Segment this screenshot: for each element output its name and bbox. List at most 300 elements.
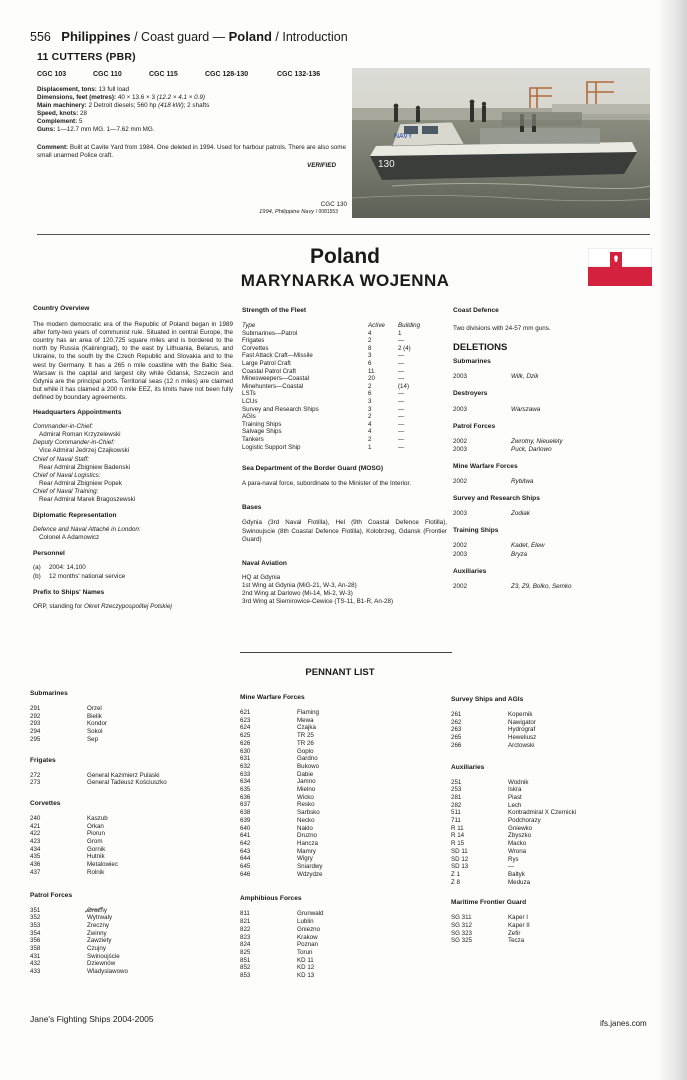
pennant-number: 511 (451, 809, 461, 817)
hq-name: Admiral Roman Krzyzelewski (39, 431, 121, 439)
strength-active: 2 (368, 382, 372, 390)
personnel-item: (b) 12 months' national service (33, 572, 126, 580)
strength-building: — (398, 420, 405, 428)
diplomatic-name: Colonel A Adamowicz (39, 534, 100, 542)
pennant-ship-name: Wicko (297, 793, 314, 801)
pennant-ship-name: KD 13 (297, 972, 315, 980)
strength-active: 2 (368, 413, 372, 421)
pennant-number: 640 (240, 824, 251, 832)
pennant-number: 624 (240, 724, 251, 732)
pennant-ship-name: Kaper I (508, 914, 528, 922)
deletion-year: 2003 (453, 373, 468, 381)
pennant-number: 434 (30, 845, 41, 853)
pennant-row (240, 771, 425, 779)
pennant-ship-name: Jamno (297, 778, 316, 786)
pennant-ship-name: Sep (87, 735, 99, 743)
spec-value: 28 (80, 110, 88, 118)
pennant-row (30, 960, 215, 968)
deletion-row (453, 438, 638, 446)
pennant-ship-name: Piast (508, 793, 522, 801)
pennant-ship-name: Kontradmiral X Czernicki (508, 809, 577, 817)
strength-type: Minesweepers—Coastal (242, 375, 310, 383)
pennant-number: 272 (30, 771, 41, 779)
pennant-row (240, 817, 425, 825)
pennant-group-heading: Submarines (30, 690, 68, 697)
strength-row (242, 390, 432, 398)
pennant-ship-name: Metalowiec (87, 861, 118, 869)
photo-caption: CGC 130 (320, 201, 347, 208)
pennant-number: 822 (240, 925, 251, 933)
pennant-row (30, 968, 215, 976)
page-edge-shadow (657, 0, 687, 1080)
pennant-row (30, 930, 215, 938)
strength-row (242, 360, 432, 368)
pennant-ship-name: Macko (508, 840, 527, 848)
pennant-group (451, 914, 641, 945)
pennant-row (30, 823, 215, 831)
pennant-row (451, 711, 641, 719)
pennant-number: 643 (240, 847, 251, 855)
pennant-group-heading: Auxiliaries (451, 763, 485, 771)
pennant-number: 240 (30, 814, 41, 822)
boat-number: 130 (378, 159, 395, 170)
strength-type: Fast Attack Craft—Missile (242, 352, 313, 360)
strength-row (242, 413, 432, 421)
deletions-group-heading: Auxiliaries (453, 567, 487, 575)
strength-row (242, 406, 432, 414)
strength-building: — (398, 405, 405, 413)
pennant-number: 623 (240, 716, 251, 724)
verified-stamp: VERIFIED (307, 162, 337, 169)
pennant-number: 821 (240, 918, 251, 926)
strength-active: 6 (368, 360, 372, 368)
deletion-ships: Kadet, Elew (511, 542, 545, 550)
hq-list (33, 423, 233, 504)
spec-label: Main machinery: (37, 102, 87, 110)
pennant-ship-name: Sniardwy (297, 863, 323, 871)
pennant-row (451, 879, 641, 887)
pennant-row (30, 779, 215, 787)
pennant-number: 433 (30, 968, 41, 976)
pennant-row (451, 786, 641, 794)
strength-row (242, 368, 432, 376)
pennant-row (30, 953, 215, 961)
strength-type: Logistic Support Ship (242, 443, 301, 451)
pennant-row (240, 809, 425, 817)
strength-active: 4 (368, 420, 372, 428)
deletion-ships: Wilk, Dzik (511, 373, 539, 381)
strength-row (242, 383, 432, 391)
strength-type: Survey and Research Ships (242, 405, 319, 413)
strength-type: Salvage Ships (242, 428, 282, 436)
pennant-number: 621 (240, 709, 251, 716)
pennant-row (240, 740, 425, 748)
pennant-number: 625 (240, 732, 251, 740)
strength-active: 3 (368, 352, 372, 360)
pennant-number: 642 (240, 839, 251, 847)
pennant-row (30, 830, 215, 838)
pennant-row (451, 734, 641, 742)
pennant-row (240, 964, 425, 972)
comment-label: Comment: (37, 144, 69, 151)
column-right (453, 307, 638, 591)
pennant-ship-name: TR 25 (297, 732, 314, 740)
pennant-row (240, 778, 425, 786)
pennant-number: 711 (451, 817, 461, 825)
pennant-row (240, 825, 425, 833)
pennant-row (451, 809, 641, 817)
bases-heading: Bases (242, 504, 262, 512)
pennant-row (240, 840, 425, 848)
pennant-ship-name: Zreczny (87, 921, 110, 929)
deletion-row (453, 446, 638, 454)
pennant-number: 281 (451, 793, 462, 801)
hq-name: Vice Admiral Jedrzej Czajkowski (39, 447, 130, 455)
pennant-number: 432 (30, 960, 41, 968)
hq-name: Rear Admiral Zbigniew Badenski (39, 463, 130, 471)
spec-label: Complement: (37, 118, 78, 126)
pennant-number: 645 (240, 863, 251, 871)
strength-type: Minehunters—Coastal (242, 382, 304, 390)
deletion-ships: Puck, Darlowo (511, 445, 552, 453)
pennant-number: 436 (30, 861, 41, 869)
pennant-row (451, 825, 641, 833)
country-title: Poland (309, 245, 380, 268)
pennant-ship-name: KD 12 (297, 964, 315, 972)
pennant-number: 646 (240, 870, 251, 878)
pennant-group-heading: Patrol Forces (30, 891, 73, 899)
pennant-group (240, 709, 425, 878)
pennant-ship-name: Zefir (508, 929, 521, 937)
pennant-number: 823 (240, 933, 251, 941)
pennant-number: 263 (451, 726, 462, 734)
pennant-ship-name: TR 26 (297, 739, 314, 747)
pennant-number: 356 (30, 937, 41, 945)
pennant-number: 422 (30, 830, 41, 838)
pennant-number: 635 (240, 786, 251, 794)
pennant-row (451, 856, 641, 864)
pennant-ship-name: Rys (508, 855, 519, 863)
strength-building: — (398, 398, 405, 406)
pennant-row (30, 838, 215, 846)
strength-row (242, 421, 432, 429)
pennant-ship-name: General Tadeusz Kościuszko (87, 779, 167, 787)
prefix-heading: Prefix to Ships' Names (33, 588, 105, 596)
spec-label: Displacement, tons: (37, 86, 97, 93)
pennant-ship-name: Orzel (87, 705, 102, 712)
header-next-section: Introduction (282, 30, 348, 44)
deletion-row (453, 406, 638, 414)
strength-type: Large Patrol Craft (242, 360, 291, 368)
pennant-ship-name: KD 11 (297, 956, 314, 964)
pennant-row (240, 848, 425, 856)
deletions-group-heading: Submarines (453, 358, 491, 366)
pennant-ship-name: Flaming (297, 709, 320, 716)
deletion-year: 2003 (453, 405, 468, 413)
diplomatic-role: Defence and Naval Attaché in London: (33, 526, 141, 534)
pennant-ship-name: Poznan (297, 941, 318, 949)
diplomatic-heading: Diplomatic Representation (33, 512, 117, 520)
strength-table (242, 322, 432, 451)
pennant-group (30, 907, 215, 976)
pennant-column-3 (451, 696, 641, 945)
strength-row (242, 428, 432, 436)
deletions-group (453, 478, 638, 486)
pennant-row (30, 846, 215, 854)
pennant-group (30, 772, 215, 787)
pennant-row (30, 937, 215, 945)
pennant-group-heading: Maritime Frontier Guard (451, 899, 527, 907)
overview-heading: Country Overview (33, 305, 90, 312)
pennant-ship-name: Bukowo (297, 762, 320, 770)
pennant-number: SG 311 (451, 914, 472, 922)
pennant-row (240, 863, 425, 871)
spec-metric: (12.2 × 4.1 × 0.9) (156, 94, 206, 102)
pennant-row (30, 907, 215, 915)
section-divider (37, 234, 650, 235)
column-header: Active (368, 322, 385, 330)
strength-building: — (398, 375, 405, 383)
pennant-ship-name: Lech (508, 801, 522, 809)
pennant-row (240, 801, 425, 809)
spec-label: Speed, knots: (37, 110, 79, 118)
strength-active: 3 (368, 398, 372, 406)
pennant-number: 352 (30, 914, 41, 922)
deletion-year: 2002 (453, 437, 468, 445)
pennant-ship-name: Wodnik (508, 778, 529, 786)
strength-building: — (398, 428, 405, 436)
pennant-row (240, 949, 425, 957)
pennant-number: 262 (451, 718, 462, 726)
spec-metric: (418 kW) (158, 102, 184, 110)
pennant-row (30, 945, 215, 953)
deletion-row (453, 542, 638, 550)
footer-publication: Jane's Fighting Ships 2004-2005 (30, 1014, 154, 1024)
pennant-ship-name: Wladyslawowo (87, 968, 128, 976)
pennant-number: 639 (240, 816, 251, 824)
hq-heading: Headquarters Appointments (33, 409, 122, 417)
pennant-ship-name: Gniezno (297, 925, 321, 933)
strength-active: 6 (368, 390, 372, 398)
pennant-number: 634 (240, 778, 251, 786)
cutter-specs (37, 86, 337, 135)
pennant-row (240, 732, 425, 740)
pennant-number: Z 1 (451, 870, 460, 878)
pennant-number: 644 (240, 855, 251, 863)
pennant-number: 291 (30, 705, 41, 712)
pennant-row (30, 861, 215, 869)
deletion-ships: Zodiak (511, 510, 530, 518)
deletion-year: 2003 (453, 510, 468, 518)
pennant-number: 638 (240, 809, 251, 817)
column-header: Building (398, 322, 421, 330)
pennant-number: 261 (451, 711, 462, 718)
pennant-ship-name: General Kazimierz Pulaski (87, 771, 160, 779)
strength-type: LCUs (242, 398, 258, 406)
strength-building: — (398, 367, 405, 375)
pennant-row (30, 772, 215, 780)
pennant-ship-name: Bielik (87, 712, 102, 720)
pennant-row (451, 817, 641, 825)
pennant-ship-name: Hancza (297, 839, 318, 847)
pennant-row (240, 918, 425, 926)
pennant-ship-name: Necko (297, 816, 315, 824)
pennant-number: 437 (30, 868, 41, 876)
pennant-ship-name: Orkan (87, 822, 104, 830)
strength-building: 2 (4) (398, 344, 411, 352)
hq-role: Chief of Naval Staff: (33, 455, 89, 463)
pennant-group-heading: Frigates (30, 756, 56, 764)
pennant-number: 811 (240, 910, 250, 918)
deletions-group-heading: Survey and Research Ships (453, 495, 540, 503)
pennant-row (240, 910, 425, 918)
header-branch: Coast guard (141, 30, 210, 44)
strength-type: Submarines—Patrol (242, 329, 298, 337)
strength-type: Training Ships (242, 420, 282, 428)
comment-text: Built at Cavite Yard from 1984. One deleted in 1994. Used for harbour patrols. There are also some small unarmed Police craft. (37, 144, 347, 160)
spec-value: 13 full load (98, 86, 130, 93)
strength-active: 11 (368, 367, 375, 375)
pennant-ship-name: Nawigator (508, 718, 536, 726)
pennant-row (240, 934, 425, 942)
aviation-list (242, 574, 447, 606)
pennant-group-heading: Corvettes (30, 799, 61, 807)
strength-active: 3 (368, 405, 372, 413)
navy-title: MARYNARKA WOJENNA (240, 271, 450, 290)
pennant-number: 851 (240, 956, 251, 964)
pennant-row (30, 853, 215, 861)
pennant-ship-name: Gniewko (508, 824, 533, 832)
pennant-number: 633 (240, 770, 251, 778)
pennant-ship-name: Gornik (87, 845, 106, 853)
pennant-ship-name: Wigry (297, 855, 313, 863)
pennant-group (240, 910, 425, 979)
deletion-row (453, 373, 638, 381)
pennant-row (30, 720, 215, 728)
deletion-year: 2002 (453, 542, 468, 550)
pennant-ship-name: Czajka (297, 724, 316, 732)
pennant-ship-name: Goplo (297, 747, 314, 755)
deletion-ships: Z3, Z9, Bolko, Semko (511, 582, 572, 590)
pennant-ship-name: Grozny (87, 906, 107, 914)
pennant-row (240, 724, 425, 732)
pennant-ship-name: Kopernik (508, 711, 533, 718)
deletion-year: 2002 (453, 582, 468, 590)
strength-building: (14) (398, 382, 410, 390)
pennant-row (240, 941, 425, 949)
deletion-row (453, 551, 638, 559)
overview-text: The modern democratic era of the Republic of Poland began in 1989 after forty-two years of communist rule. Situated in central Europe, the country has an area of 120,725 square miles and is bordered to the north by Russia (Kaliningrad), to the east by Lithuania, Belarus, and Ukraine, to the south by the Czech Republic and Slovakia and to the west by Germany. It has a 265 n mile coastline with the Baltic Sea. Warsaw is the capital and largest city while Gdansk, Szczecin and Gdynia are the principal ports. Territorial seas (12 n miles) are claimed but while it has claimed a 200 n mile EEZ, its limits have not been fully defined by boundary agreements. (33, 321, 233, 401)
strength-type: AGIs (242, 413, 256, 421)
pennant-row (30, 815, 215, 823)
pennant-column-1 (30, 690, 215, 976)
pennant-row (451, 937, 641, 945)
pennant-row (451, 742, 641, 750)
strength-heading: Strength of the Fleet (242, 307, 307, 314)
pennant-number: 351 (30, 906, 41, 914)
deletion-year: 2003 (453, 445, 468, 453)
pennant-number: 630 (240, 747, 251, 755)
pennant-divider (240, 652, 452, 653)
pennant-number: SD 11 (451, 847, 468, 855)
strength-type: Frigates (242, 337, 265, 345)
bases-text: Gdynia (3rd Naval Flotilla), Hel (9th Coastal Defence Flotilla), Swinoujscie (8th Coastal Defence Flotilla), Kolobrzeg, Gdansk (Frontier Guard) (242, 519, 447, 543)
pennant-row (240, 794, 425, 802)
hq-name: Rear Admiral Marek Bragoszewski (39, 495, 136, 503)
pennant-row (30, 914, 215, 922)
strength-building: 1 (398, 329, 402, 337)
pennant-row (30, 713, 215, 721)
pennant-number: SG 325 (451, 937, 472, 945)
pennant-number: 431 (30, 952, 41, 960)
pennant-number: 354 (30, 929, 41, 937)
pennant-row (240, 832, 425, 840)
pennant-ship-name: Sokol (87, 728, 103, 736)
deletions-group (453, 438, 638, 454)
strength-row (242, 337, 432, 345)
border-guard-heading: Sea Department of the Border Guard (MOSG) (242, 465, 384, 473)
deletion-row (453, 510, 638, 518)
pennant-row (451, 863, 641, 871)
pennant-number: 641 (240, 832, 251, 840)
pennant-ship-name: Gardno (297, 755, 318, 763)
pennant-row (451, 871, 641, 879)
deletions-group-heading: Training Ships (453, 527, 499, 535)
strength-row (242, 345, 432, 353)
deletions-group-heading: Mine Warfare Forces (453, 462, 518, 470)
aviation-line: 2nd Wing at Darlowo (Mi-14, Mi-2, W-3) (242, 590, 353, 598)
pennant-number: 295 (30, 735, 41, 743)
pennant-number: R 15 (451, 840, 465, 848)
pennant-number: SG 323 (451, 929, 472, 937)
column-left (33, 305, 233, 611)
header-country: Philippines (61, 29, 131, 44)
strength-row (242, 330, 432, 338)
pennant-number: SG 312 (451, 922, 472, 930)
pennant-number: 253 (451, 786, 462, 794)
pennant-number: R 14 (451, 832, 465, 840)
aviation-line: 3rd Wing at Siemirowice-Cewice (TS-11, B1-R, An-28) (242, 598, 394, 606)
deletions-group (453, 510, 638, 518)
aviation-line: HQ at Gdynia (242, 573, 281, 581)
pennant-ship-name: Swinoujście (87, 952, 120, 960)
strength-active: 4 (368, 329, 372, 337)
personnel-heading: Personnel (33, 550, 65, 558)
pennant-row (240, 748, 425, 756)
pennant-title: PENNANT LIST (305, 667, 375, 678)
pennant-number: 265 (451, 734, 462, 742)
column-middle (242, 307, 447, 606)
deletion-ships: Rybitwa (511, 478, 534, 486)
spec-value: 1—12.7 mm MG. 1—7.62 mm MG. (56, 126, 155, 134)
pennant-ship-name: Meduza (508, 878, 531, 886)
strength-building: — (398, 337, 405, 345)
pennant-group (30, 705, 215, 744)
pennant-number: 637 (240, 801, 251, 809)
prefix-text: ORP, standing for Okret Rzeczypospolitej Polskiej (33, 602, 172, 610)
pennant-group-heading: Mine Warfare Forces (240, 694, 305, 701)
strength-type: Tankers (242, 436, 264, 443)
pennant-row (240, 717, 425, 725)
pennant-group-heading: Amphibious Forces (240, 895, 302, 903)
pennant-number: Z 8 (451, 878, 460, 886)
hull-number: CGC 103 (37, 71, 67, 78)
pennant-ship-name: Zwinny (87, 929, 107, 937)
aviation-line: 1st Wing at Gdynia (MiG-21, W-3, An-28) (242, 581, 357, 589)
cutters-title: 11 CUTTERS (PBR) (37, 51, 136, 63)
pennant-number: 353 (30, 921, 41, 929)
pennant-ship-name: Kaszub (87, 814, 108, 822)
